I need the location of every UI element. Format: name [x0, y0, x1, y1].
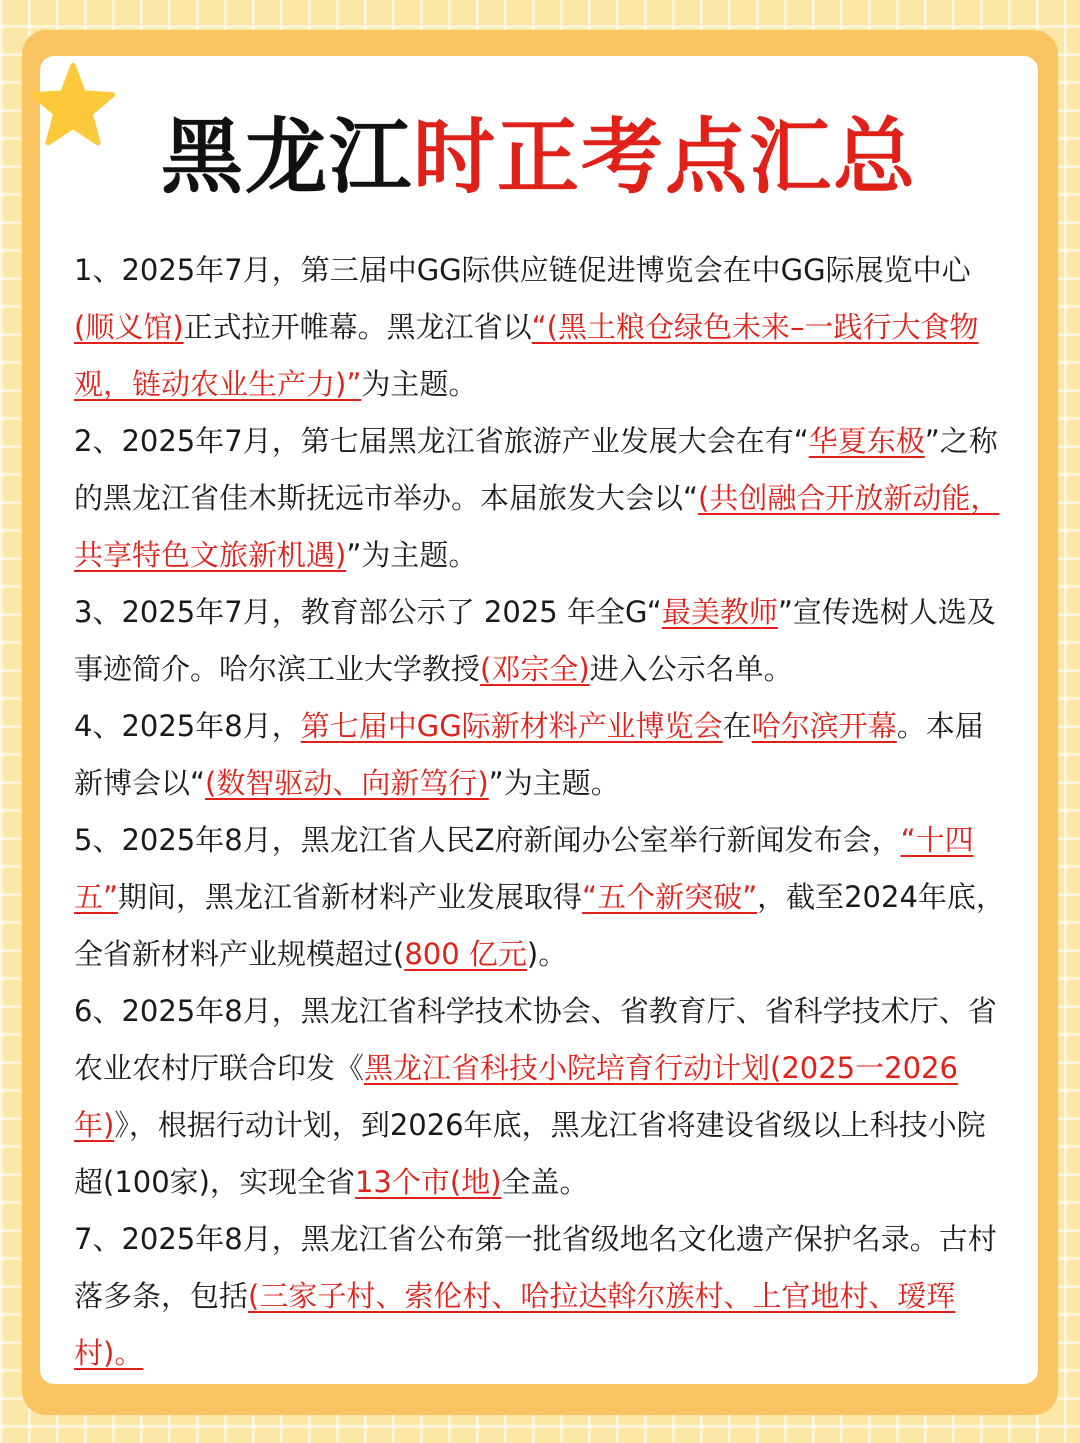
highlight-text: 华夏东极: [808, 424, 925, 458]
title-red-part: 时正考点汇总: [413, 110, 918, 205]
highlight-text: (顺义馆): [74, 310, 184, 344]
item-text: 进入公示名单。: [589, 652, 793, 686]
highlight-text: (数智驱动、向新笃行): [205, 766, 489, 800]
item-text: 全盖。: [501, 1165, 589, 1199]
item-text: 5、2025年8月，黑龙江省人民Z府新闻办公室举行新闻发布会，: [74, 823, 901, 857]
list-item: [74, 983, 1009, 1211]
item-text: 3、2025年7月，教育部公示了 2025 年全G“: [74, 595, 662, 629]
highlight-text: (三家子村、索伦村、哈拉达斡尔族村、上官地村、瑷珲村)。: [74, 1279, 956, 1370]
item-text: 在: [722, 709, 752, 743]
highlight-text: “十四五”: [74, 823, 974, 914]
list-item: [74, 1211, 1009, 1382]
list-item: [74, 242, 1009, 413]
list-item: [74, 698, 1009, 812]
highlight-text: “(黑土粮仓绿色未来–一践行大食物观，链动农业生产力)”: [74, 310, 979, 401]
highlight-text: (共创融合开放新动能，共享特色文旅新机遇): [74, 481, 1000, 572]
list-item: [74, 413, 1009, 584]
highlight-text: 黑龙江省科技小院培育行动计划(2025一2026年): [74, 1051, 958, 1142]
item-text: 》，根据行动计划，到2026年底，黑龙江省将建设省级以上科技小院超(100家)，实现全省: [74, 1108, 986, 1199]
news-list: [74, 242, 1009, 1382]
list-item: [74, 812, 1009, 983]
list-item: [74, 584, 1009, 698]
page-title: [40, 108, 1038, 208]
item-text: ”宣传选树人选及事迹简介。哈尔滨工业大学教授: [74, 595, 996, 686]
item-text: ”为主题。: [346, 538, 478, 572]
item-text: 1、2025年7月，第三届中GG际供应链促进博览会在中GG际展览中心: [74, 253, 971, 287]
item-text: 2、2025年7月，第七届黑龙江省旅游产业发展大会在有“: [74, 424, 809, 458]
item-text: 6、2025年8月，黑龙江省科学技术协会、省教育厅、省科学技术厅、省农业农村厅联合印发《: [74, 994, 997, 1085]
highlight-text: 最美教师: [661, 595, 778, 629]
highlight-text: (邓宗全): [480, 652, 590, 686]
item-text: 。本届新博会以“: [74, 709, 984, 800]
highlight-text: “五个新突破”: [582, 880, 758, 914]
highlight-text: 第七届中GG际新材料产业博览会: [300, 709, 723, 743]
item-text: ”之称的黑龙江省佳木斯抚远市举办。本届旅发大会以“: [74, 424, 998, 515]
highlight-text: 13个市(地): [354, 1165, 502, 1199]
title-black-part: 黑龙江: [160, 110, 413, 205]
item-text: 正式拉开帷幕。黑龙江省以: [183, 310, 532, 344]
item-text: ”为主题。: [488, 766, 620, 800]
item-text: 4、2025年8月，: [74, 709, 301, 743]
item-text: 为主题。: [361, 367, 478, 401]
item-text: ，截至2024年底，全省新材料产业规模超过(: [74, 880, 1005, 971]
highlight-text: 哈尔滨开幕: [751, 709, 897, 743]
item-text: 7、2025年8月，黑龙江省公布第一批省级地名文化遗产保护名录。古村落多条，包括: [74, 1222, 997, 1313]
item-text: 期间，黑龙江省新材料产业发展取得: [118, 880, 583, 914]
item-text: )。: [526, 937, 568, 971]
highlight-text: 800 亿元: [404, 937, 527, 971]
